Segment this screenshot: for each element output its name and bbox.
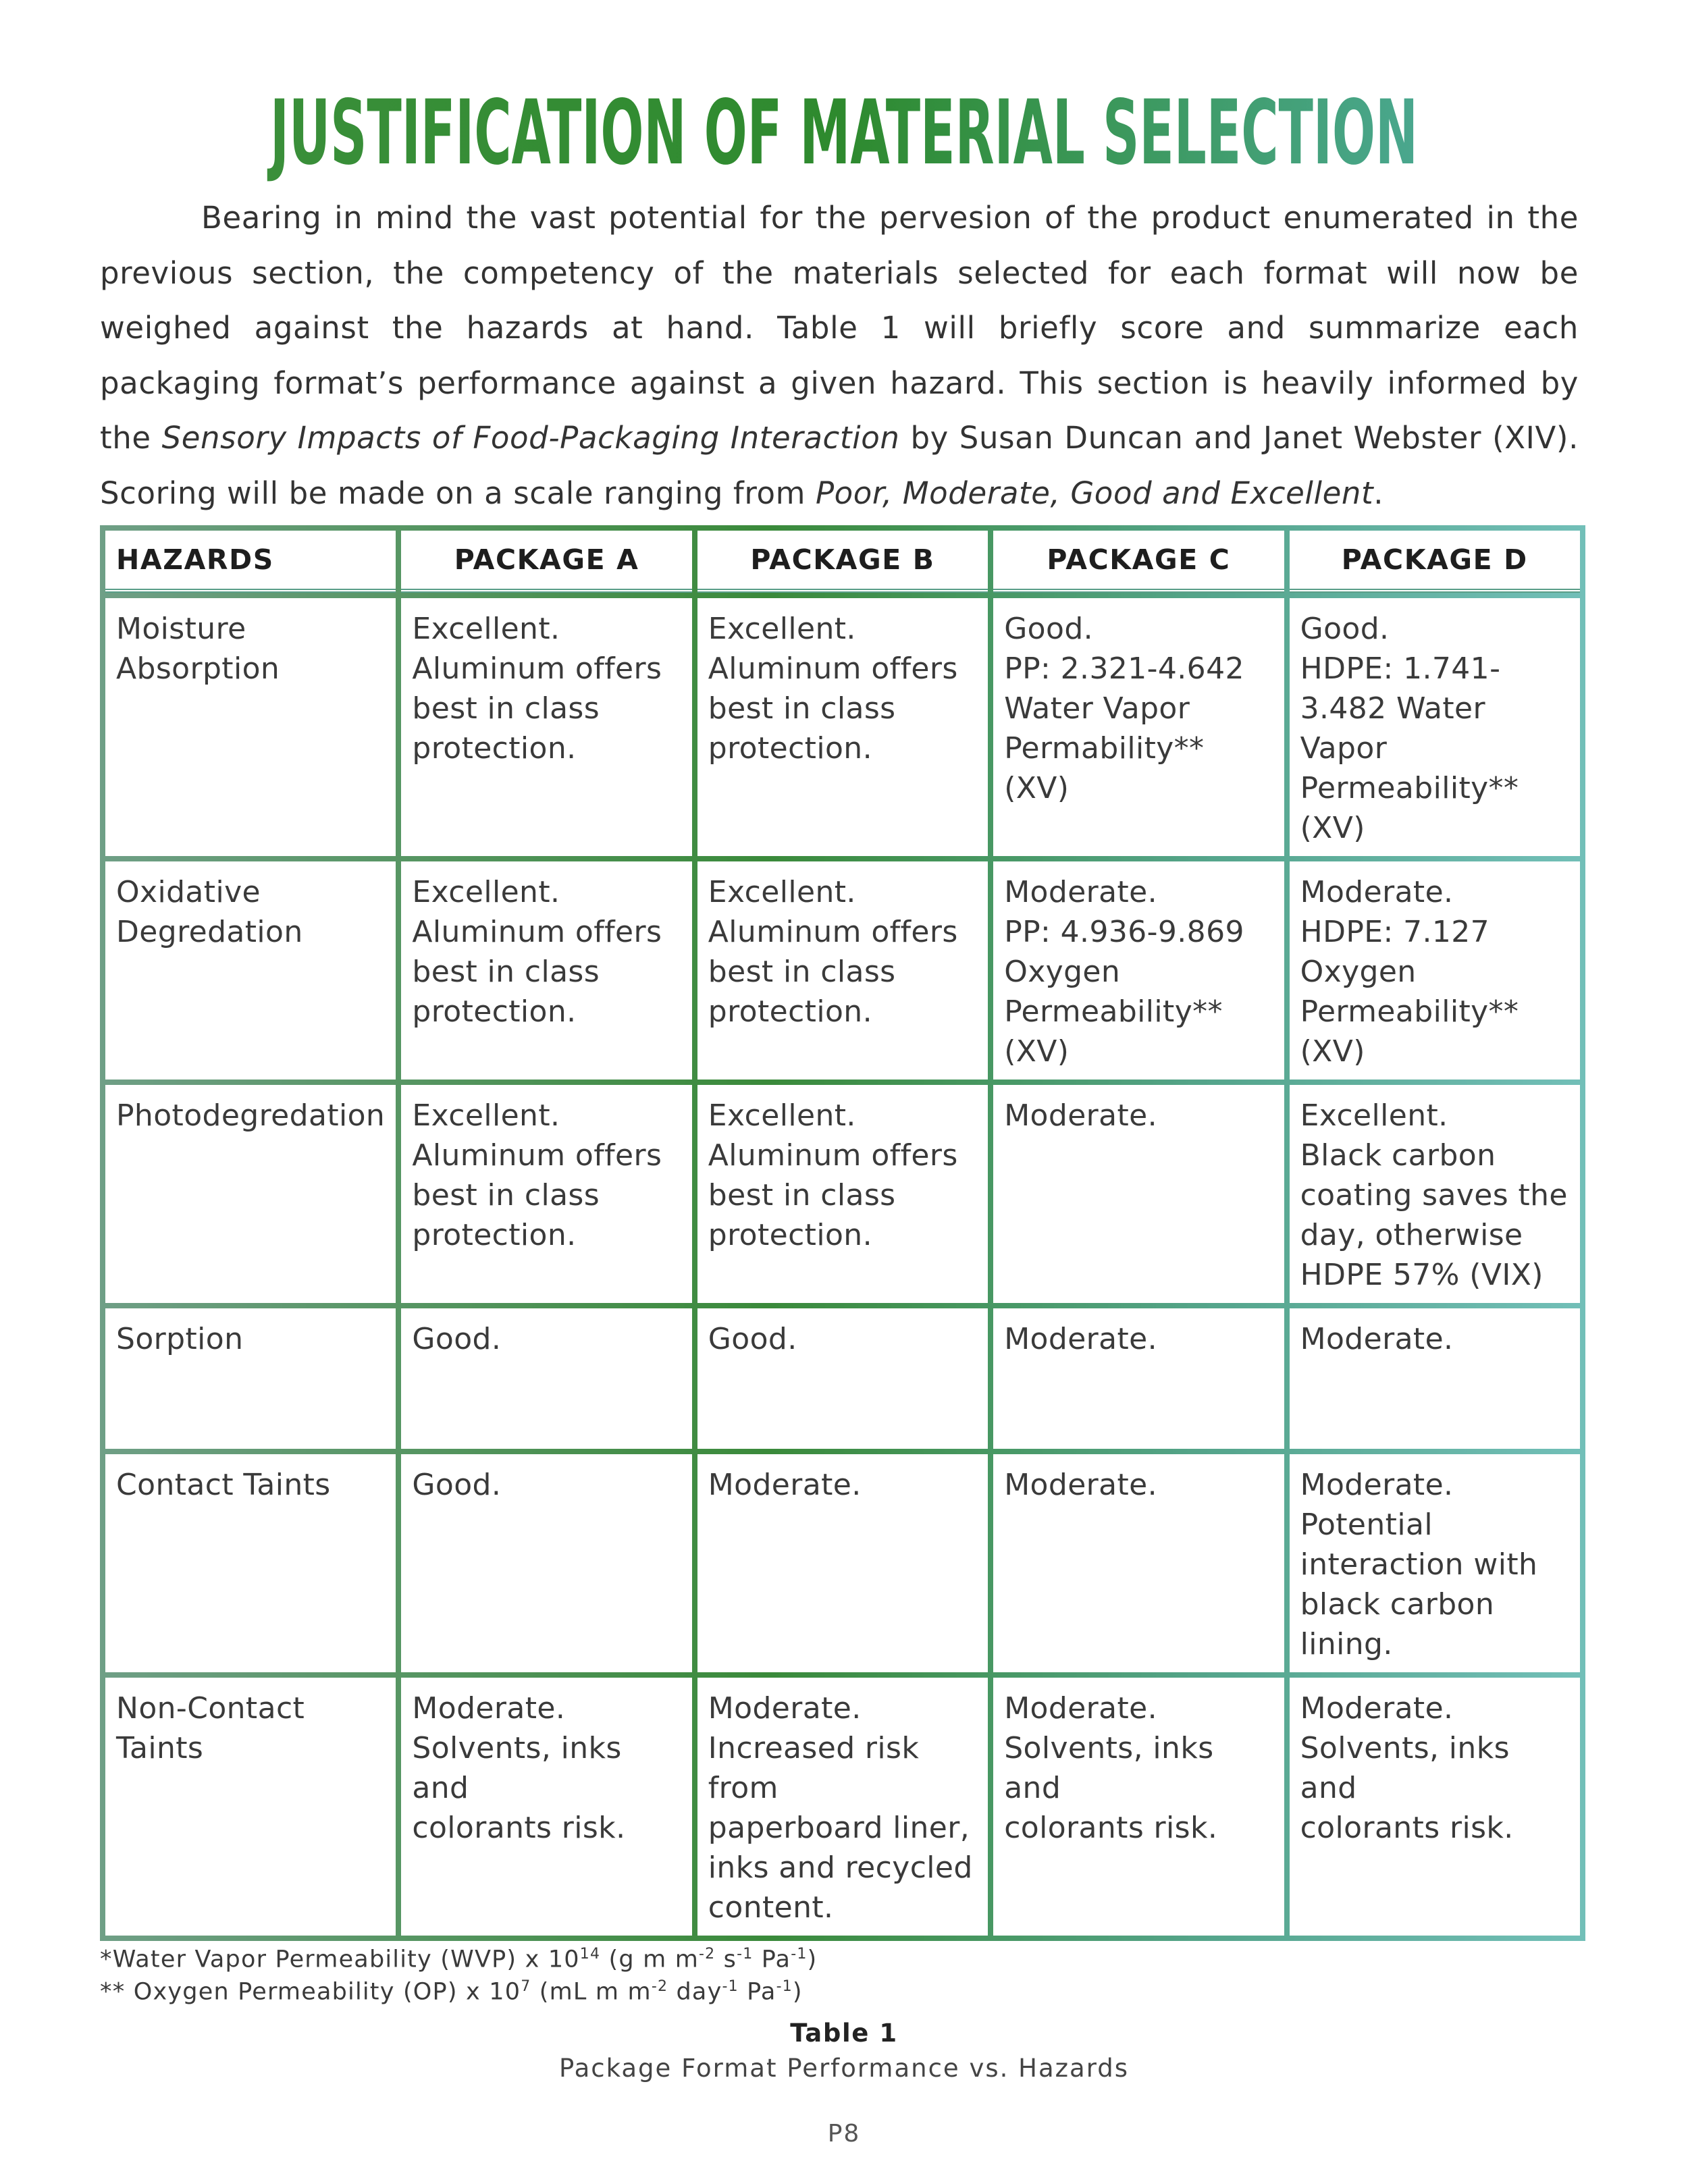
cell-text-line: Aluminum offers <box>708 651 958 686</box>
cell-text-line: paperboard liner, <box>708 1811 970 1845</box>
cell-text-line: lining. <box>1300 1627 1393 1661</box>
hazard-name-cell <box>105 1454 396 1672</box>
cell-text-line: HDPE: 1.741- <box>1300 651 1501 686</box>
package-a-cell <box>401 1085 691 1303</box>
hazard-table <box>100 525 1585 1941</box>
package-a-cell <box>401 1308 691 1449</box>
footnote-op-unit-exponent: -2 <box>651 1978 668 1995</box>
cell-text-line: Moderate. <box>1004 1691 1158 1726</box>
page-title-text: JUSTIFICATION OF MATERIAL SELECTION <box>267 81 1419 185</box>
cell-text-line: Excellent. <box>1300 1098 1448 1133</box>
hazard-name-cell <box>105 1085 396 1303</box>
cell-text-line: PP: 2.321-4.642 <box>1004 651 1244 686</box>
cell-text-line: Moderate. <box>708 1468 862 1502</box>
cell-text-line: Moderate. <box>1004 875 1158 909</box>
package-a-cell <box>401 598 691 856</box>
cell-text-line: Moderate. <box>1004 1322 1158 1356</box>
cell-text-line: Permeability** (XV) <box>1300 771 1519 845</box>
package-c-cell <box>993 1308 1284 1449</box>
cell-text-line: Moderate. <box>708 1691 862 1726</box>
cell-text-line: Moderate. <box>1300 1468 1454 1502</box>
cell-text-line: Good. <box>1004 612 1094 646</box>
cell-text-line: Permeability** (XV) <box>1004 994 1223 1069</box>
cell-text-line: protection. <box>412 731 577 766</box>
cell-text-line: Permability** (XV) <box>1004 731 1205 805</box>
table-header-package-a: PACKAGE A <box>401 531 691 593</box>
cell-text-line: Moderate. <box>1300 875 1454 909</box>
cell-text-line: Excellent. <box>708 1098 856 1133</box>
package-d-cell <box>1290 1678 1580 1936</box>
cell-text-line: Aluminum offers <box>708 915 958 949</box>
table-header-package-d: PACKAGE D <box>1290 531 1580 593</box>
table-header-package-b: PACKAGE B <box>697 531 988 593</box>
footnote-wvp-unit-exponent: -2 <box>699 1946 716 1963</box>
cell-text-line: Degredation <box>116 915 303 949</box>
package-b-cell <box>697 1308 988 1449</box>
footnote-wvp-unit: s <box>715 1946 737 1973</box>
footnote-op-unit: (mL m m <box>531 1978 652 2006</box>
cell-text-line: Oxygen <box>1300 955 1417 989</box>
footnote-op-text: ** Oxygen Permeability (OP) x 10 <box>100 1978 521 2006</box>
cell-text-line: protection. <box>708 731 872 766</box>
cell-text-line: coating saves the <box>1300 1178 1568 1213</box>
hazard-name-cell <box>105 1678 396 1936</box>
reference-title: Sensory Impacts of Food-Packaging Interaction <box>161 420 900 456</box>
package-d-cell <box>1290 1308 1580 1449</box>
cell-text-line: Moderate. <box>1004 1098 1158 1133</box>
package-c-cell <box>993 1085 1284 1303</box>
cell-text-line: best in class <box>412 691 600 726</box>
cell-text-line: Solvents, inks and <box>1300 1731 1510 1805</box>
cell-text-line: HDPE 57% (VIX) <box>1300 1258 1544 1292</box>
footnote-wvp <box>100 1946 817 1973</box>
cell-text-line: Moderate. <box>412 1691 566 1726</box>
cell-text-line: best in class <box>708 1178 896 1213</box>
package-a-cell <box>401 861 691 1080</box>
intro-paragraph <box>100 190 1579 521</box>
intro-text-1: Bearing in mind the vast potential for the pervesion of the product enumerated in the previous section, the competency of the materials selected for each format will now be weighed against the hazards at hand. Table 1 will briefly score and summarize each packaging format’s performance against a given hazard. This section is heavily informed by the <box>100 200 1579 456</box>
cell-text-line: protection. <box>412 1218 577 1252</box>
footnote-op-exponent: 7 <box>521 1978 531 1995</box>
footnote-wvp-exponent: 14 <box>579 1946 601 1963</box>
cell-text-line: Good. <box>708 1322 797 1356</box>
page-title <box>0 80 1688 185</box>
footnote-wvp-text: *Water Vapor Permeability (WVP) x 10 <box>100 1946 580 1973</box>
cell-text-line: colorants risk. <box>412 1811 626 1845</box>
cell-text-line: day, otherwise <box>1300 1218 1523 1252</box>
cell-text-line: best in class <box>708 955 896 989</box>
scoring-scale: Poor, Moderate, Good and Excellent <box>815 475 1374 511</box>
cell-text-line: interaction with <box>1300 1547 1538 1582</box>
footnote-op-unit-exponent: -1 <box>722 1978 739 1995</box>
footnote-wvp-unit: (g m m <box>600 1946 700 1973</box>
cell-text-line: Aluminum offers <box>412 651 662 686</box>
cell-text-line: Good. <box>412 1322 502 1356</box>
table-caption-subtitle: Package Format Performance vs. Hazards <box>558 2054 1130 2083</box>
cell-text-line: Potential <box>1300 1508 1433 1542</box>
cell-text-line: HDPE: 7.127 <box>1300 915 1490 949</box>
footnote-wvp-unit-exponent: -1 <box>791 1946 808 1963</box>
cell-text-line: colorants risk. <box>1004 1811 1218 1845</box>
package-d-cell <box>1290 1085 1580 1303</box>
cell-text-line: Excellent. <box>412 875 560 909</box>
cell-text-line: Water Vapor <box>1004 691 1190 726</box>
cell-text-line: inks and recycled <box>708 1850 973 1885</box>
cell-text-line: Aluminum offers <box>412 1138 662 1173</box>
package-b-cell <box>697 1678 988 1936</box>
cell-text-line: Excellent. <box>412 1098 560 1133</box>
cell-text-line: Solvents, inks and <box>412 1731 622 1805</box>
cell-text-line: Moderate. <box>1004 1468 1158 1502</box>
cell-text-line: best in class <box>412 1178 600 1213</box>
hazard-name-cell <box>105 1308 396 1449</box>
footnote-op-close: ) <box>792 1978 803 2006</box>
cell-text-line: Moisture <box>116 612 246 646</box>
cell-text-line: protection. <box>412 994 577 1029</box>
hazard-name-cell <box>105 861 396 1080</box>
footnote-op-unit: Pa <box>738 1978 776 2006</box>
package-d-cell <box>1290 1454 1580 1672</box>
cell-text-line: Permeability** (XV) <box>1300 994 1519 1069</box>
table-caption-label: Table 1 <box>790 2019 898 2048</box>
cell-text-line: Solvents, inks and <box>1004 1731 1214 1805</box>
cell-text-line: Excellent. <box>708 612 856 646</box>
package-c-cell <box>993 1678 1284 1936</box>
footnote-op-unit-exponent: -1 <box>776 1978 793 1995</box>
cell-text-line: Absorption <box>116 651 280 686</box>
table-header-package-c: PACKAGE C <box>993 531 1284 593</box>
footnote-wvp-close: ) <box>807 1946 818 1973</box>
cell-text-line: Non-Contact <box>116 1691 305 1726</box>
cell-text-line: Increased risk from <box>708 1731 920 1805</box>
cell-text-line: Oxidative <box>116 875 261 909</box>
cell-text-line: protection. <box>708 994 872 1029</box>
package-b-cell <box>697 861 988 1080</box>
cell-text-line: black carbon <box>1300 1587 1495 1622</box>
cell-text-line: Moderate. <box>1300 1691 1454 1726</box>
cell-text-line: PP: 4.936-9.869 <box>1004 915 1244 949</box>
package-b-cell <box>697 1454 988 1672</box>
cell-text-line: Good. <box>1300 612 1390 646</box>
package-c-cell <box>993 861 1284 1080</box>
cell-text-line: Aluminum offers <box>412 915 662 949</box>
cell-text-line: Contact Taints <box>116 1468 331 1502</box>
hazard-table-grid <box>105 531 1580 1936</box>
page-title-graphic <box>0 80 1688 185</box>
cell-text-line: Oxygen <box>1004 955 1121 989</box>
footnote-op <box>100 1978 803 2006</box>
cell-text-line: Photodegredation <box>116 1098 386 1133</box>
hazard-name-cell <box>105 598 396 856</box>
cell-text-line: Taints <box>116 1731 204 1765</box>
package-b-cell <box>697 598 988 856</box>
intro-text-3: . <box>1373 475 1384 511</box>
cell-text-line: best in class <box>708 691 896 726</box>
page-number: P8 <box>827 2120 861 2148</box>
package-a-cell <box>401 1454 691 1672</box>
package-d-cell <box>1290 598 1580 856</box>
footnote-wvp-unit-exponent: -1 <box>737 1946 754 1963</box>
cell-text-line: Aluminum offers <box>708 1138 958 1173</box>
cell-text-line: colorants risk. <box>1300 1811 1514 1845</box>
package-b-cell <box>697 1085 988 1303</box>
cell-text-line: best in class <box>412 955 600 989</box>
cell-text-line: Moderate. <box>1300 1322 1454 1356</box>
cell-text-line: Excellent. <box>708 875 856 909</box>
footnote-op-unit: day <box>668 1978 722 2006</box>
package-d-cell <box>1290 861 1580 1080</box>
package-c-cell <box>993 598 1284 856</box>
cell-text-line: Sorption <box>116 1322 244 1356</box>
table-header-hazards: HAZARDS <box>105 531 396 593</box>
intro-text-2: by Susan Duncan and Janet Webster (XIV). Scoring will be made on a scale ranging from <box>100 420 1579 511</box>
package-c-cell <box>993 1454 1284 1672</box>
cell-text-line: 3.482 Water Vapor <box>1300 691 1486 766</box>
package-a-cell <box>401 1678 691 1936</box>
cell-text-line: content. <box>708 1890 834 1925</box>
cell-text-line: Good. <box>412 1468 502 1502</box>
footnote-wvp-unit: Pa <box>753 1946 791 1973</box>
cell-text-line: Black carbon <box>1300 1138 1496 1173</box>
cell-text-line: Excellent. <box>412 612 560 646</box>
cell-text-line: protection. <box>708 1218 872 1252</box>
